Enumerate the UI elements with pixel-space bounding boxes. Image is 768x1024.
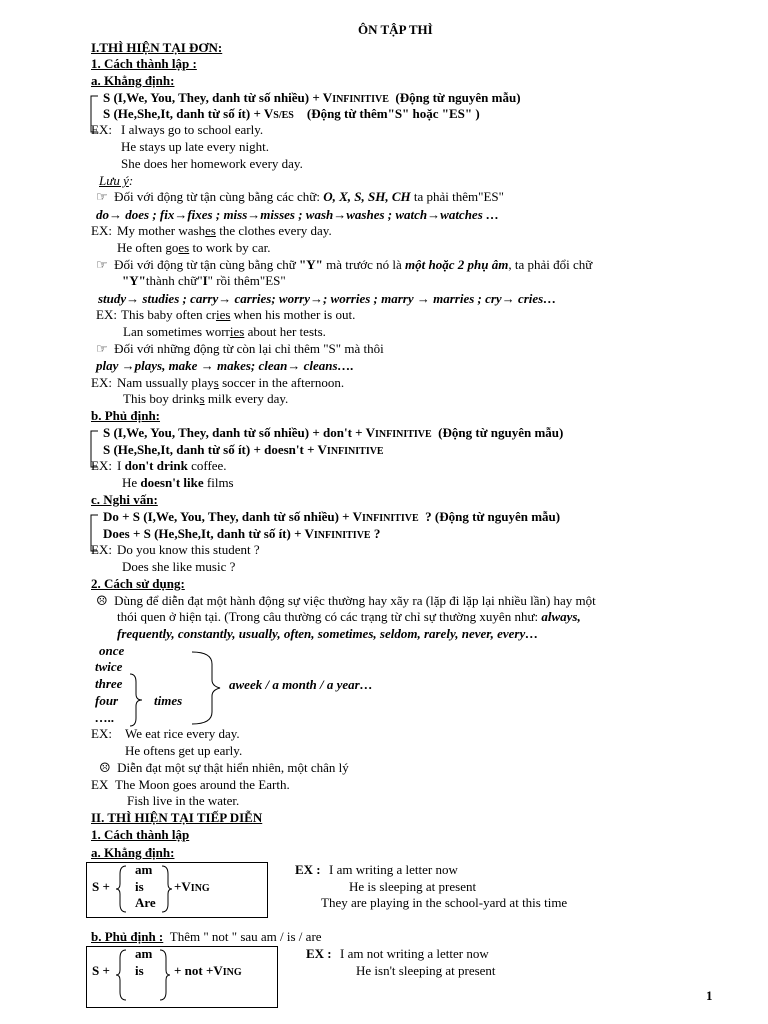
ex1-line-3: She does her homework every day.: [121, 156, 303, 171]
s1-affirm-formula-1: S (I,We, You, They, danh từ số nhiều) + VINFINITIVE (Động từ nguyên mẫu): [103, 90, 521, 105]
freq-word-etc: …..: [95, 710, 115, 725]
s2-affirm-left-brace: [116, 864, 128, 914]
ex8-line-1: The Moon goes around the Earth.: [115, 777, 290, 792]
rule-2-examples: study→ studies ; carry→ carries; worry→; worries ; marry → marries ; cry→ cries…: [98, 291, 557, 306]
s1-question-formula-1: Do + S (I,We, You, They, danh từ số nhiều) + VINFINITIVE ? (Động từ nguyên mẫu): [103, 509, 561, 524]
ex1-label: EX:: [91, 122, 112, 137]
ex2-line-2: He often goes to work by car.: [117, 240, 271, 255]
s2-negative-right-brace: [158, 948, 170, 1002]
rule-2-line-2: "Y"thành chữ"I" rồi thêm"ES": [122, 273, 286, 288]
sad-face-icon: ☹: [99, 760, 111, 775]
s2-neg-ex-2: He isn't sleeping at present: [356, 963, 496, 978]
pointing-hand-icon: ☞: [96, 257, 108, 272]
freq-outer-brace: [190, 650, 224, 726]
s1-affirm-formula-2: S (He,She,It, danh từ số ít) + VS/ES (Động từ thêm"S" hoặc "ES" ): [103, 106, 480, 121]
s2-negative-s-plus: S +: [92, 963, 110, 978]
rule-3-examples: play →plays, make → makes; clean→ cleans….: [96, 358, 354, 373]
s1-question-formula-2: Does + S (He,She,It, danh từ số ít) + VINFINITIVE ?: [103, 526, 381, 541]
s1-affirm-label: a. Khẳng định:: [91, 73, 175, 88]
pointing-hand-icon: ☞: [96, 189, 108, 204]
ex1-line-1: I always go to school early.: [121, 122, 264, 137]
s2-affirm-label: a. Khẳng định:: [91, 845, 175, 860]
pointing-hand-icon: ☞: [96, 341, 108, 356]
s1-negative-label: b. Phủ định:: [91, 408, 161, 423]
s1-negative-formula-1: S (I,We, You, They, danh từ số nhiều) + don't + VINFINITIVE (Động từ nguyên mẫu): [103, 425, 564, 440]
freq-times: times: [154, 693, 183, 708]
usage-1-line-3: frequently, constantly, usually, often, sometimes, seldom, rarely, never, every…: [117, 626, 539, 641]
ex3-label: EX:: [96, 307, 117, 322]
ex1-line-2: He stays up late every night.: [121, 139, 270, 154]
section-1-heading: I.THÌ HIỆN TẠI ĐƠN:: [91, 40, 223, 55]
rule-1: ☞ Đối với động từ tận cùng bằng các chữ: O, X, S, SH, CH ta phải thêm"ES": [96, 189, 504, 204]
s2-affirm-v-ing: +VING: [174, 879, 210, 894]
ex3-line-1: This baby often cries when his mother is out.: [121, 307, 356, 322]
ex4-line-2: This boy drinks milk every day.: [123, 391, 289, 406]
s2-neg-ex-1: I am not writing a letter now: [340, 946, 489, 961]
rule-2: ☞ Đối với động từ tận cùng bằng chữ "Y" mà trước nó là một hoặc 2 phụ âm, ta phải đổi chữ: [96, 257, 593, 272]
s1-formation-heading: 1. Cách thành lập :: [91, 56, 197, 71]
rule-3: ☞ Đối với những động từ còn lại chỉ thêm "S" mà thôi: [96, 341, 384, 356]
freq-word-four: four: [95, 693, 119, 708]
s2-aff-ex-2: He is sleeping at present: [349, 879, 477, 894]
ex8-line-2: Fish live in the water.: [127, 793, 240, 808]
s2-neg-ex-label: EX :: [306, 946, 332, 961]
freq-period: aweek / a month / a year…: [229, 677, 373, 692]
ex4-line-1: Nam ussually plays soccer in the afternoon.: [117, 375, 345, 390]
ex2-line-1: My mother washes the clothes every day.: [117, 223, 332, 238]
s2-be-are: Are: [135, 895, 156, 910]
page-title: ÔN TẬP THÌ: [358, 22, 433, 37]
s2-negative-label: b. Phủ định : Thêm " not " sau am / is / are: [91, 929, 322, 944]
ex2-label: EX:: [91, 223, 112, 238]
section-2-heading: II. THÌ HIỆN TẠI TIẾP DIỄN: [91, 810, 263, 825]
ex6-line-2: Does she like music ?: [122, 559, 236, 574]
freq-inner-brace: [128, 672, 144, 728]
ex7-line-1: We eat rice every day.: [125, 726, 240, 741]
usage-1-line-2: thói quen ở hiện tại. (Trong câu thường có các trạng từ chỉ sự thường xuyên như: always,: [117, 609, 581, 624]
note-label: Lưu ý:: [99, 173, 134, 188]
s1-negative-formula-2: S (He,She,It, danh từ số ít) + doesn't + VINFINITIVE: [103, 442, 384, 457]
freq-word-twice: twice: [95, 659, 123, 674]
page-number: 1: [706, 988, 713, 1003]
ex6-line-1: Do you know this student ?: [117, 542, 260, 557]
s2-negative-not-v-ing: + not +VING: [174, 963, 242, 978]
s2-aff-ex-3: They are playing in the school-yard at this time: [321, 895, 568, 910]
s2-neg-be-is: is: [135, 963, 144, 978]
ex7-line-2: He oftens get up early.: [125, 743, 243, 758]
s2-be-is: is: [135, 879, 144, 894]
usage-2: ☹ Diễn đạt một sự thật hiển nhiên, một chân lý: [99, 760, 349, 775]
s1-usage-heading: 2. Cách sử dụng:: [91, 576, 185, 591]
ex6-label: EX:: [91, 542, 112, 557]
freq-word-once: once: [99, 643, 125, 658]
ex5-line-2: He doesn't like films: [122, 475, 234, 490]
s2-be-am: am: [135, 862, 153, 877]
ex3-line-2: Lan sometimes worries about her tests.: [123, 324, 326, 339]
freq-word-three: three: [95, 676, 123, 691]
usage-1-line-1: ☹ Dùng để diễn đạt một hành động sự việc thường hay xãy ra (lặp đi lặp lại nhiều lần) hay một: [96, 593, 596, 608]
sad-face-icon: ☹: [96, 593, 108, 608]
s2-affirm-s-plus: S +: [92, 879, 110, 894]
s2-ex-label: EX :: [295, 862, 321, 877]
s2-negative-left-brace: [116, 948, 128, 1002]
ex5-line-1: I don't drink coffee.: [117, 458, 227, 473]
ex8-label: EX: [91, 777, 109, 792]
s2-affirm-right-brace: [160, 864, 172, 914]
ex7-label: EX:: [91, 726, 112, 741]
s2-neg-be-am: am: [135, 946, 153, 961]
s1-question-label: c. Nghi vấn:: [91, 492, 158, 507]
ex5-label: EX:: [91, 458, 112, 473]
rule-1-examples: do→ does ; fix→fixes ; miss→misses ; wash→washes ; watch→watches …: [96, 207, 500, 222]
ex4-label: EX:: [91, 375, 112, 390]
s2-formation-heading: 1. Cách thành lập: [91, 827, 190, 842]
s2-aff-ex-1: I am writing a letter now: [329, 862, 458, 877]
